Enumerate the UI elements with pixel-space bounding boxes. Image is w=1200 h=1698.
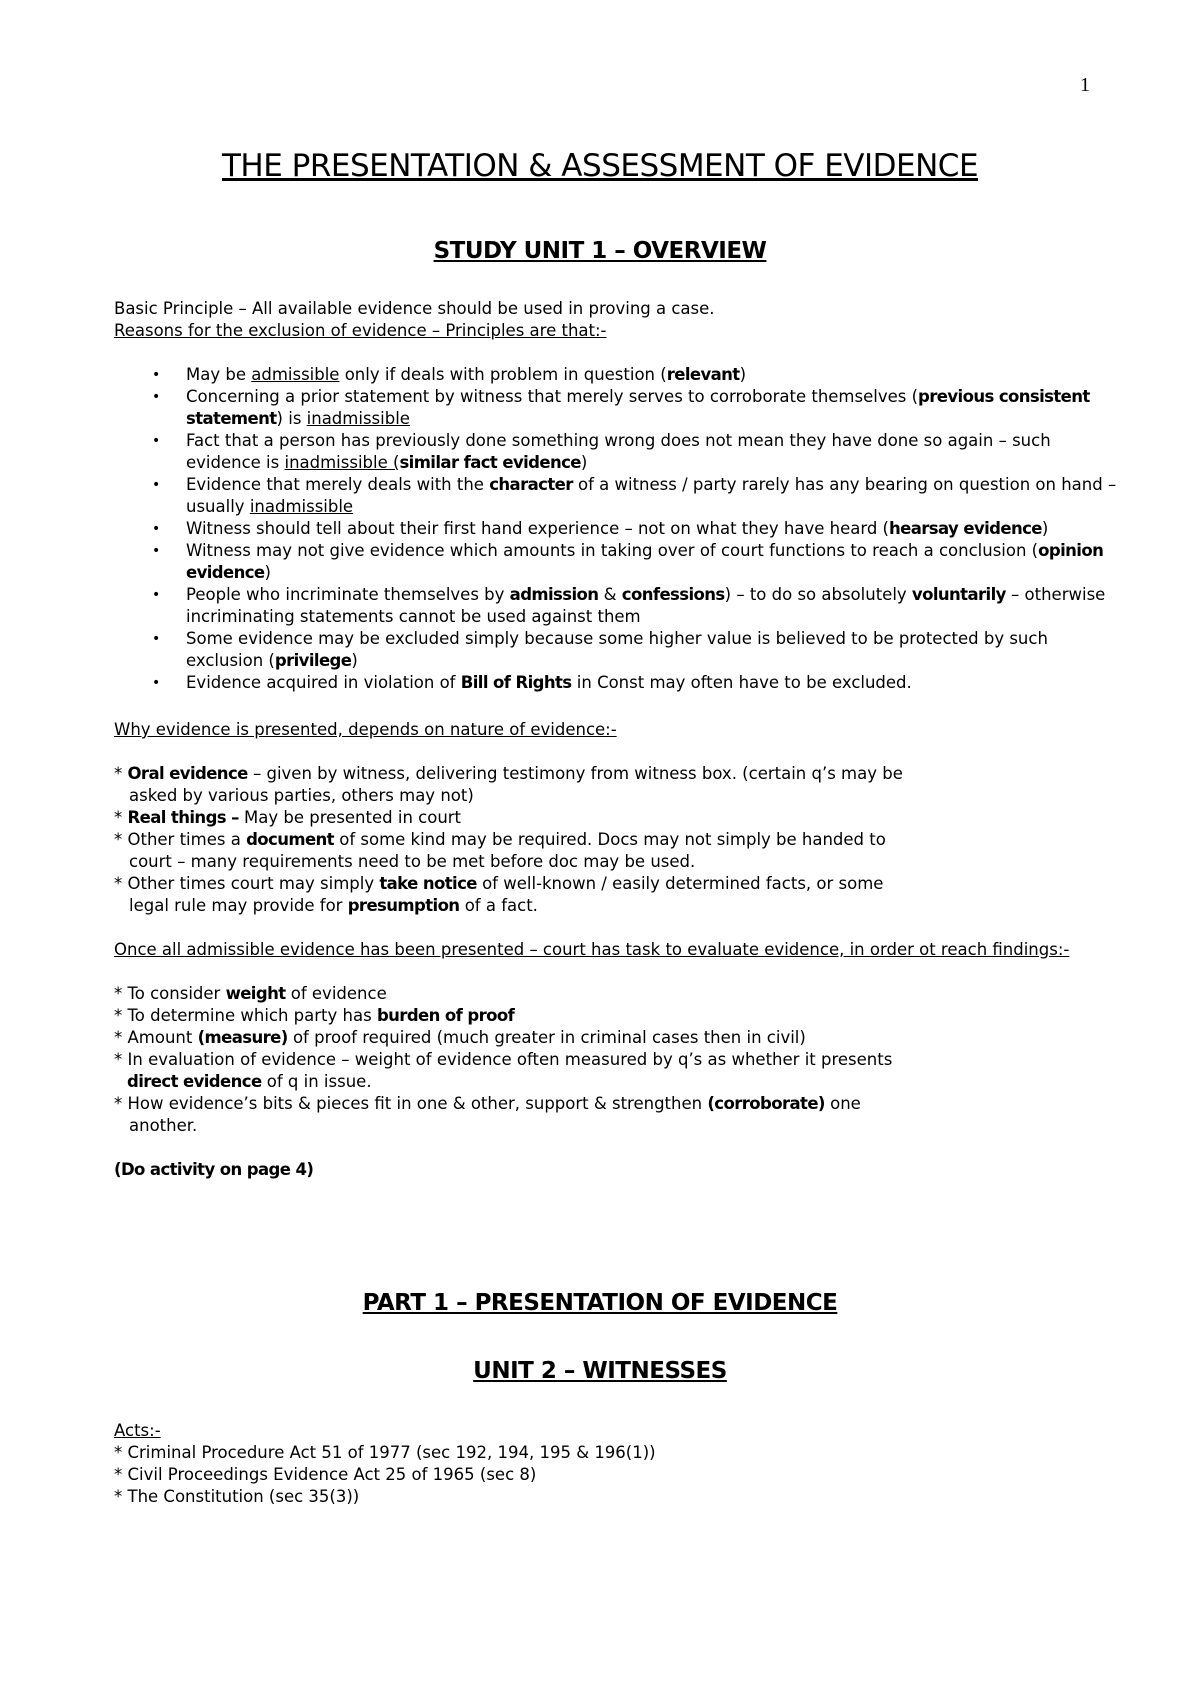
why-heading: Why evidence is presented, depends on nature of evidence:- [114, 720, 617, 739]
evaluation-heading: Once all admissible evidence has been presented – court has task to evaluate evidence, in order ot reach findings:- [114, 940, 1070, 959]
act-item: * Criminal Procedure Act 51 of 1977 (sec 192, 194, 195 & 196(1)) [114, 1443, 656, 1462]
part1-heading: PART 1 – PRESENTATION OF EVIDENCE [362, 1290, 838, 1316]
reasons-heading: Reasons for the exclusion of evidence – Principles are that:- [114, 321, 607, 340]
basic-principle: Basic Principle – All available evidence should be used in proving a case. [114, 299, 715, 318]
oral-evidence-item-cont: asked by various parties, others may not) [129, 786, 474, 805]
document-item: * Other times a document of some kind may be required. Docs may not simply be handed to [114, 830, 886, 849]
oral-evidence-item: * Oral evidence – given by witness, delivering testimony from witness box. (certain q’s may be [114, 764, 903, 783]
unit1-heading: STUDY UNIT 1 – OVERVIEW [433, 238, 767, 264]
list-item: • Evidence acquired in violation of Bill of Rights in Const may often have to be excluded. [152, 672, 1112, 694]
act-item: * Civil Proceedings Evidence Act 25 of 1965 (sec 8) [114, 1465, 537, 1484]
unit2-heading: UNIT 2 – WITNESSES [473, 1358, 727, 1384]
exclusion-principles-list [152, 364, 1117, 694]
list-item: • People who incriminate themselves by admission & confessions) – to do so absolutely voluntarily – otherwise incriminating statements cannot be used against them [152, 584, 1112, 628]
document-title: THE PRESENTATION & ASSESSMENT OF EVIDENCE [221, 148, 979, 184]
acts-heading: Acts:- [114, 1421, 161, 1440]
measure-item: * Amount (measure) of proof required (much greater in criminal cases then in civil) [114, 1028, 806, 1047]
burden-item: * To determine which party has burden of proof [114, 1006, 515, 1025]
document-item-cont: court – many requirements need to be met before doc may be used. [129, 852, 696, 871]
judicial-notice-item-cont: legal rule may provide for presumption of a fact. [129, 896, 538, 915]
page-number: 1 [1080, 74, 1090, 96]
corroborate-item: * How evidence’s bits & pieces fit in one & other, support & strengthen (corroborate) one [114, 1094, 861, 1113]
list-item: • Witness may not give evidence which amounts in taking over of court functions to reach a conclusion (opinion evidence) [152, 540, 1112, 584]
real-things-item: * Real things – May be presented in court [114, 808, 462, 827]
list-item: • Concerning a prior statement by witness that merely serves to corroborate themselves (previous consistent statement) is inadmissible [152, 386, 1112, 430]
corroborate-item-cont: another. [129, 1116, 198, 1135]
list-item: • Evidence that merely deals with the character of a witness / party rarely has any bearing on question on hand – usually inadmissible [152, 474, 1112, 518]
list-item: • Fact that a person has previously done something wrong does not mean they have done so again – such evidence is inadmissible (similar fact evidence) [152, 430, 1112, 474]
list-item: • May be admissible only if deals with problem in question (relevant) [152, 364, 1112, 386]
list-item: • Some evidence may be excluded simply because some higher value is believed to be protected by such exclusion (privilege) [152, 628, 1112, 672]
activity-note: (Do activity on page 4) [114, 1160, 314, 1179]
direct-evidence-item: * In evaluation of evidence – weight of evidence often measured by q’s as whether it presents [114, 1050, 893, 1069]
act-item: * The Constitution (sec 35(3)) [114, 1487, 360, 1506]
judicial-notice-item: * Other times court may simply take notice of well-known / easily determined facts, or some [114, 874, 884, 893]
list-item: • Witness should tell about their first hand experience – not on what they have heard (hearsay evidence) [152, 518, 1112, 540]
direct-evidence-item-cont: direct evidence of q in issue. [127, 1072, 372, 1091]
weight-item: * To consider weight of evidence [114, 984, 387, 1003]
